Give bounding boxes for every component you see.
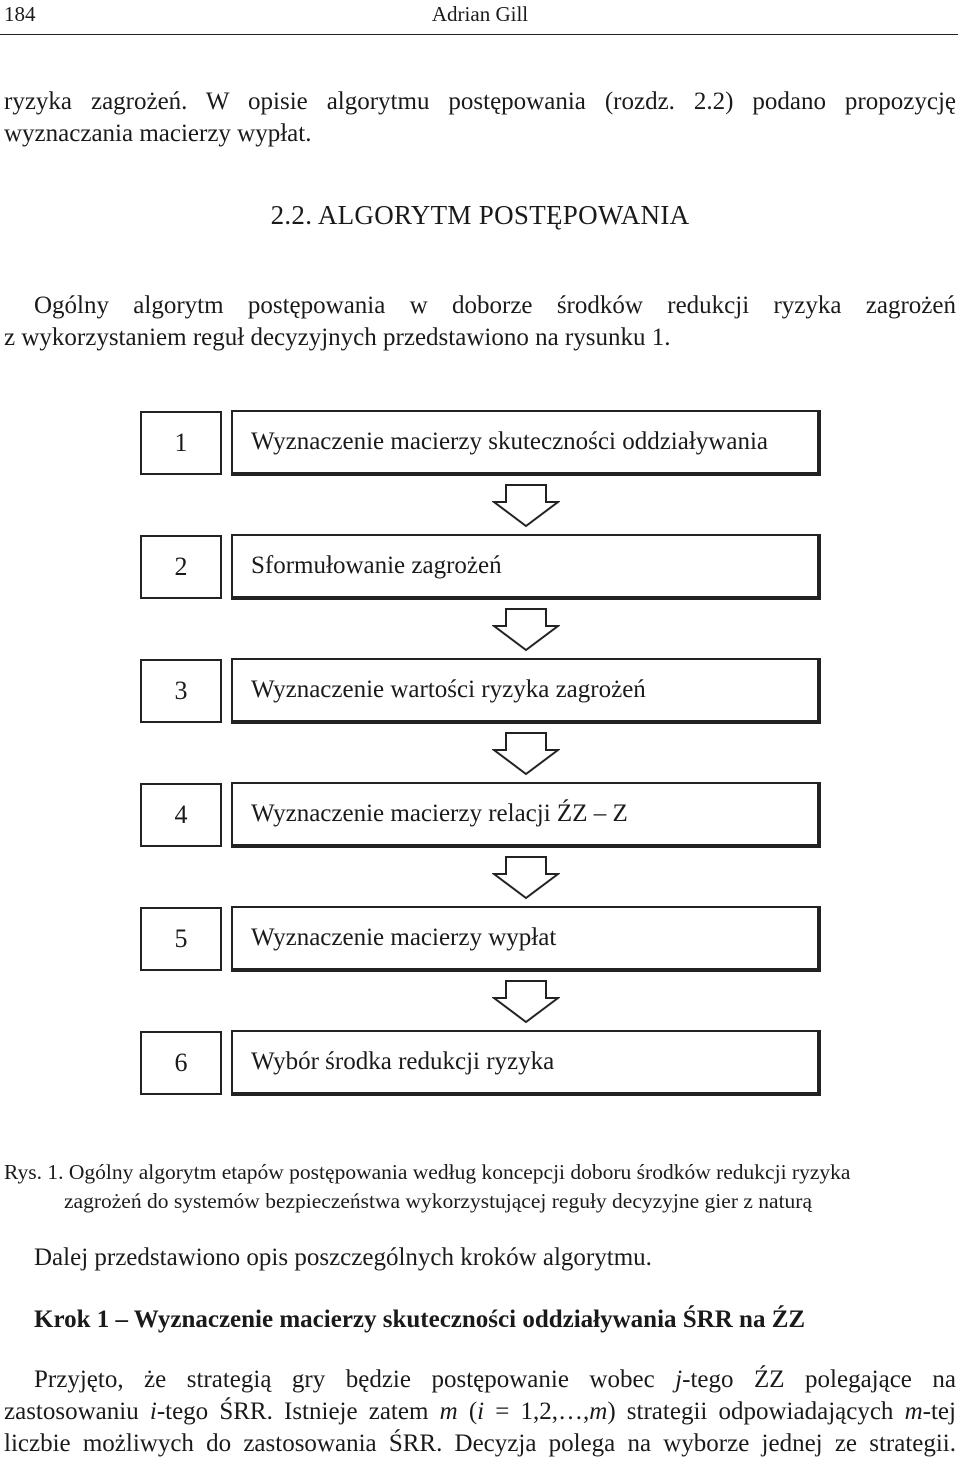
var-i: i bbox=[477, 1398, 485, 1425]
running-head: Adrian Gill bbox=[431, 2, 529, 26]
intro-paragraph bbox=[4, 86, 956, 150]
step-4-box: Wyznaczenie macierzy relacji ŹZ – Z bbox=[231, 782, 821, 848]
step-6-box: Wybór środka redukcji ryzyka bbox=[231, 1030, 821, 1096]
text-span: ( bbox=[457, 1398, 478, 1425]
krok-heading: Krok 1 – Wyznaczenie macierzy skuteczności oddziaływania ŚRR na ŹZ bbox=[34, 1306, 806, 1333]
text-span: zastosowaniu bbox=[4, 1398, 150, 1425]
page-number: 184 bbox=[4, 2, 36, 26]
var-i: i bbox=[149, 1398, 157, 1425]
step-2-box: Sformułowanie zagrożeń bbox=[231, 534, 821, 600]
caption-line-2: zagrożeń do systemów bezpieczeństwa wykorzystującej reguły decyzyjne gier z naturą bbox=[64, 1189, 812, 1213]
intro-line-1: ryzyka zagrożeń. W opisie algorytmu postępowania (rozdz. 2.2) podano propozycję bbox=[4, 88, 956, 115]
var-j: j bbox=[675, 1366, 683, 1393]
var-m: m bbox=[439, 1398, 458, 1425]
var-m: m bbox=[904, 1398, 923, 1425]
caption-line-1: Rys. 1. Ogólny algorytm etapów postępowania według koncepcji doboru środków redukcji ryzyka bbox=[4, 1160, 851, 1184]
intro-line-2: wyznaczania macierzy wypłat. bbox=[4, 120, 312, 147]
text-span: -tego ŚRR. Istnieje zatem bbox=[156, 1398, 440, 1425]
text-span: -tego ŹZ polegające na bbox=[682, 1366, 956, 1393]
section-line-1: Ogólny algorytm postępowania w doborze środków redukcji ryzyka zagrożeń bbox=[34, 292, 956, 319]
step-1-box: Wyznaczenie macierzy skuteczności oddziaływania bbox=[231, 410, 821, 476]
step-3-box: Wyznaczenie wartości ryzyka zagrożeń bbox=[231, 658, 821, 724]
final-line-2 bbox=[4, 1396, 956, 1428]
text-span: = 1,2,…, bbox=[484, 1398, 590, 1425]
down-arrow-icon bbox=[492, 856, 560, 900]
down-arrow-icon bbox=[492, 484, 560, 528]
down-arrow-icon bbox=[492, 732, 560, 776]
final-paragraph bbox=[4, 1364, 956, 1460]
down-arrow-icon bbox=[492, 608, 560, 652]
step-2-number: 2 bbox=[140, 535, 222, 599]
final-line-3: liczbie możliwych do zastosowania ŚRR. Decyzja polega na wyborze jednej ze strategii. bbox=[4, 1430, 956, 1457]
text-span: Przyjęto, że strategią gry będzie postępowanie wobec bbox=[34, 1366, 676, 1393]
section-paragraph bbox=[4, 290, 956, 354]
step-1-number: 1 bbox=[140, 411, 222, 475]
down-arrow-icon bbox=[492, 980, 560, 1024]
page-header bbox=[0, 0, 958, 35]
step-5-number: 5 bbox=[140, 907, 222, 971]
section-title: 2.2. ALGORYTM POSTĘPOWANIA bbox=[270, 200, 690, 230]
final-line-1 bbox=[4, 1364, 956, 1396]
text-span: ) strategii odpowiadających bbox=[607, 1398, 905, 1425]
step-4-number: 4 bbox=[140, 783, 222, 847]
var-m: m bbox=[589, 1398, 608, 1425]
figure-caption bbox=[4, 1158, 956, 1216]
text-span: -tej bbox=[922, 1398, 956, 1425]
step-3-number: 3 bbox=[140, 659, 222, 723]
next-paragraph: Dalej przedstawiono opis poszczególnych kroków algorytmu. bbox=[34, 1244, 652, 1271]
step-6-number: 6 bbox=[140, 1031, 222, 1095]
section-line-2: z wykorzystaniem reguł decyzyjnych przedstawiono na rysunku 1. bbox=[4, 324, 671, 351]
step-5-box: Wyznaczenie macierzy wypłat bbox=[231, 906, 821, 972]
